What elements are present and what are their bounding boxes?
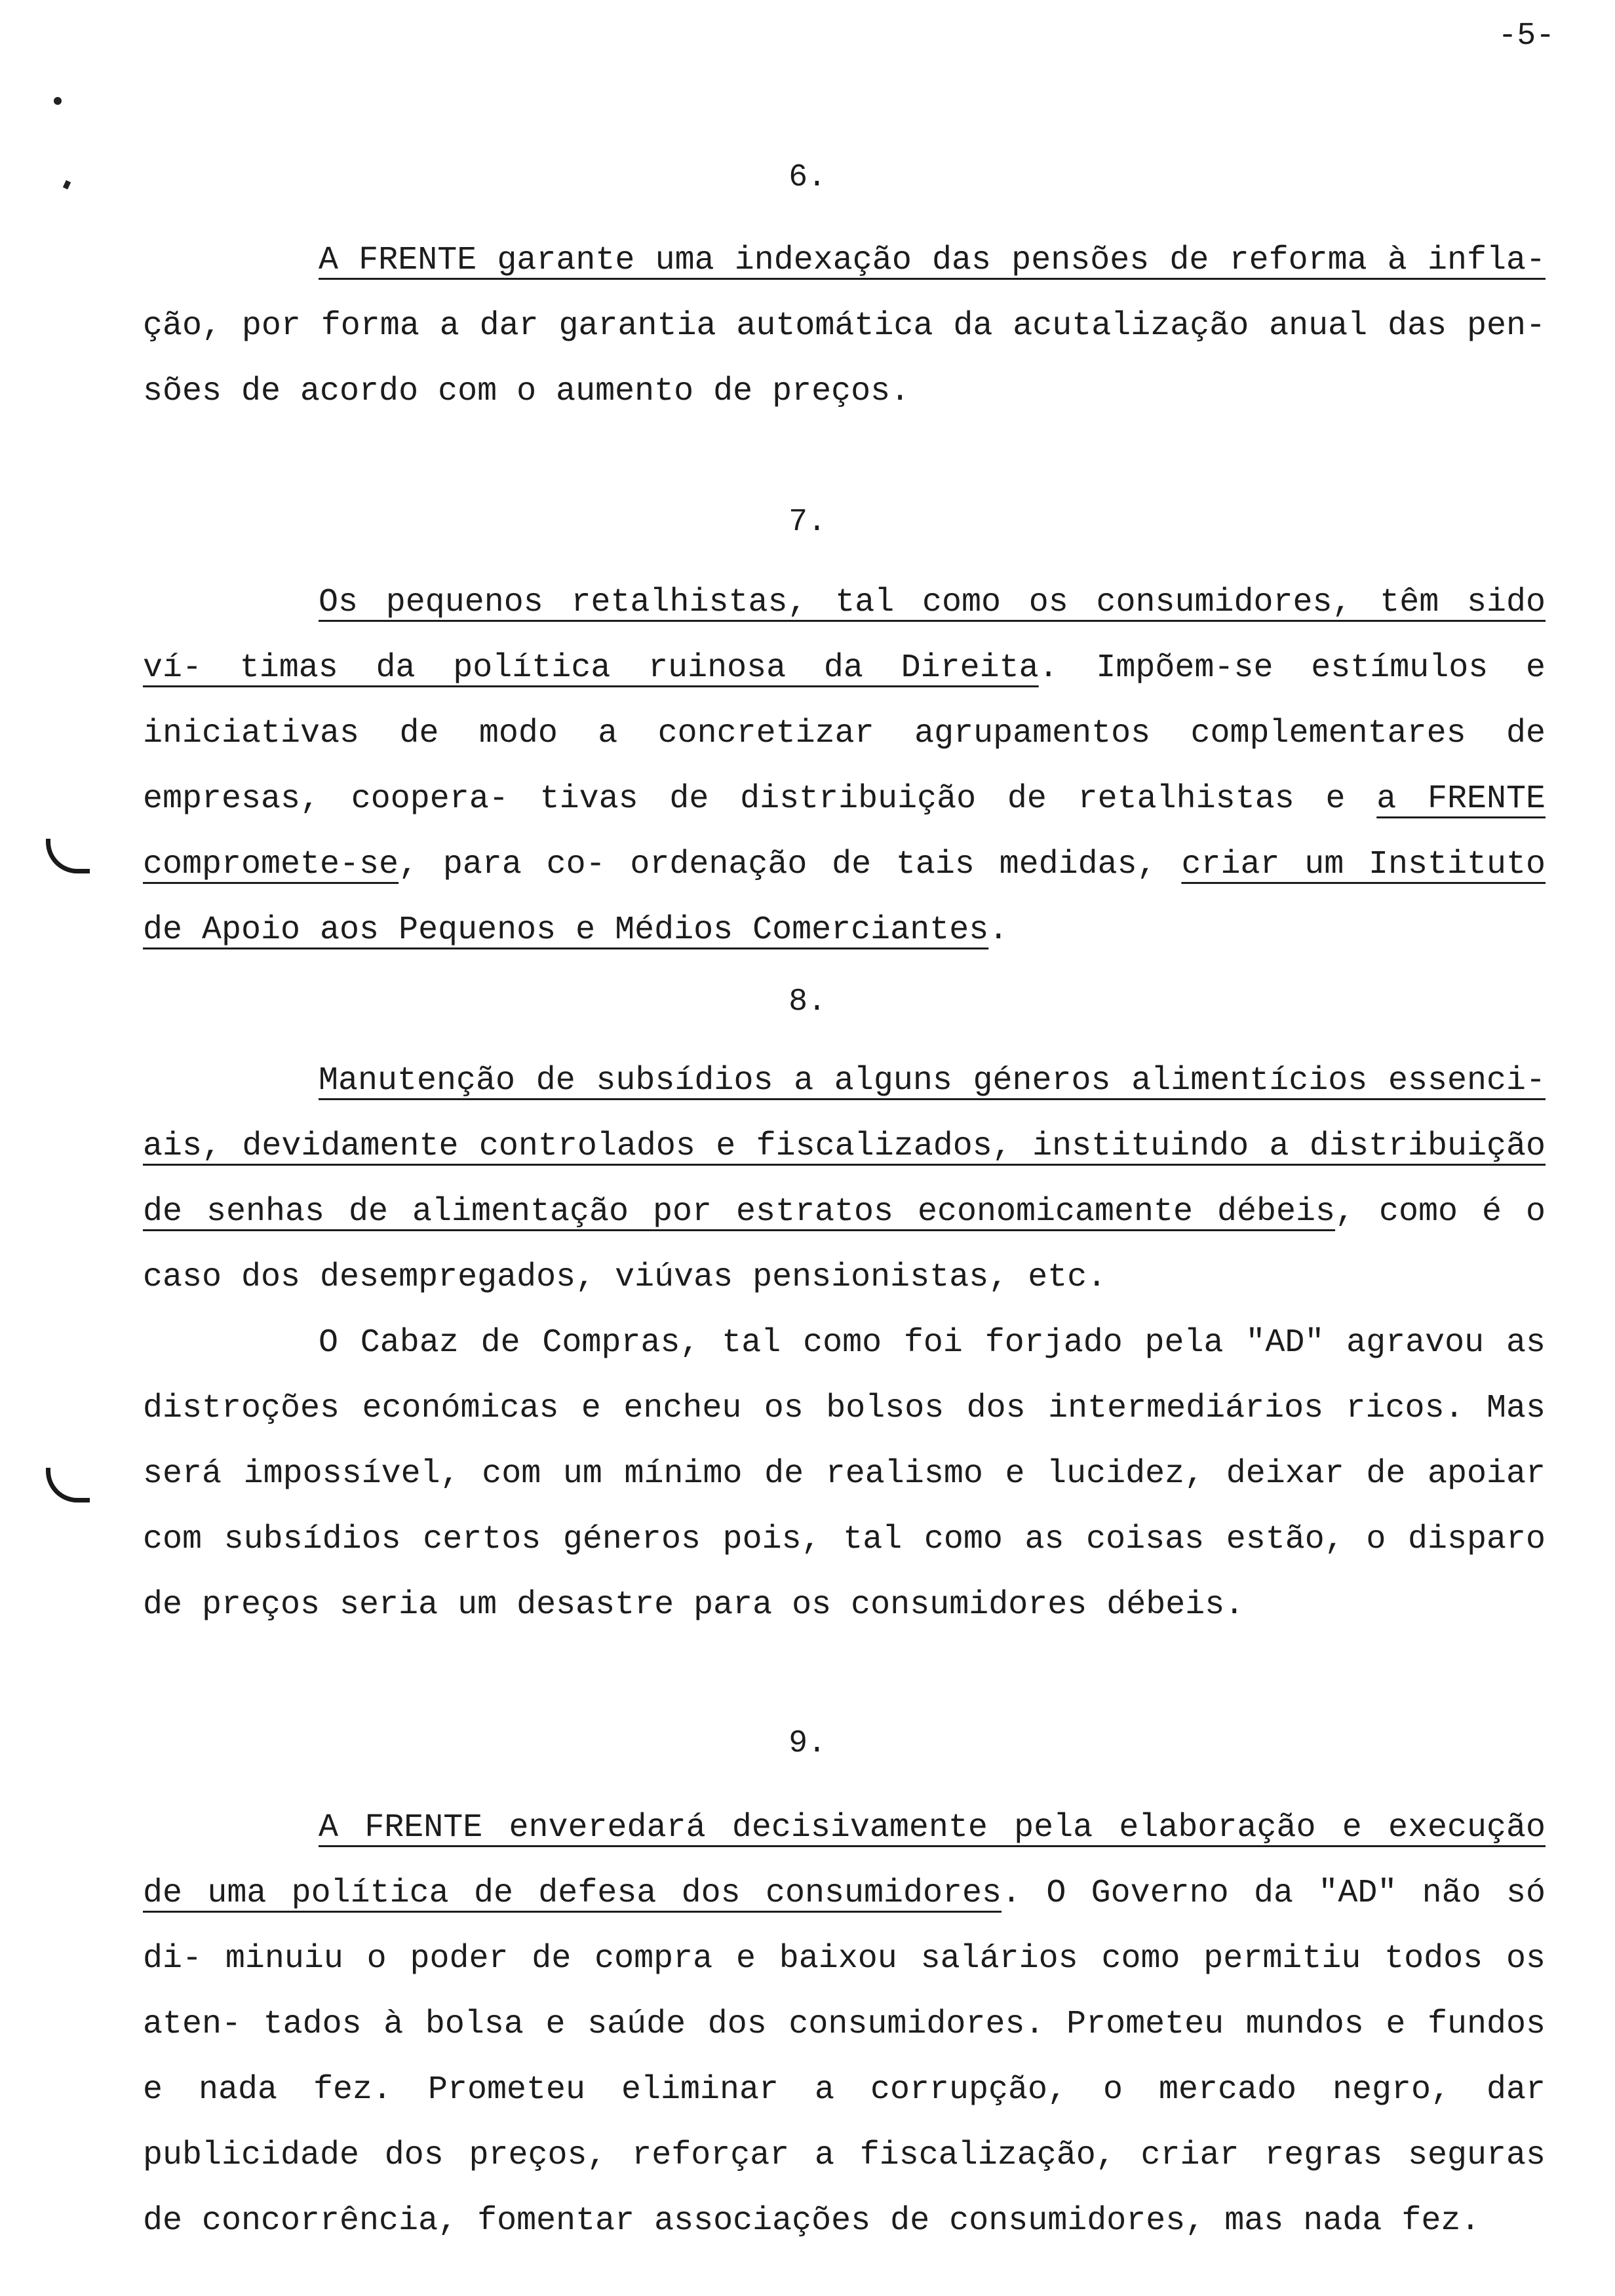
- section-8-paragraph-2: O Cabaz de Compras, tal como foi forjado pela "AD" agravou as distroções económicas e encheu os bolsos dos intermediários ricos. Mas será impossível, com um mínimo de realismo e lucidez, deixar de apoiar com subsídios certos géneros pois, tal como as coisas estão, o disparo de preços seria um desastre para os consumidores débeis.: [143, 1324, 1546, 1624]
- underlined-text: criar um Instituto de Apoio aos Pequenos e Médios Comerciantes: [143, 846, 1546, 949]
- page-number: -5-: [1498, 18, 1555, 54]
- paragraph-text: , para co- ordenação de tais medidas,: [399, 846, 1182, 883]
- underlined-text: A FRENTE enveredará decisivamente pela elaboração e execução de uma política de defesa dos consumidores: [143, 1809, 1546, 1912]
- section-number-8: 8.: [788, 984, 827, 1020]
- paragraph-text: . O Governo da "AD" não só di- minuiu o poder de compra e baixou salários como permitiu todos os aten- tados à bolsa e saúde dos consumidores. Prometeu mundos e fundos e nada fez. Prometeu eliminar a corrupção, o mercado negro, dar publicidade dos preços, reforçar a fiscalização, criar regras seguras de concorrência, fomentar associações de consumidores, mas nada fez.: [143, 1875, 1546, 2240]
- section-number-9: 9.: [788, 1726, 827, 1761]
- section-9-paragraph: [143, 1795, 1546, 2254]
- margin-dot-mark: [54, 97, 62, 105]
- section-8-paragraph-1: [143, 1048, 1546, 1311]
- underlined-text: Manutenção de subsídios a alguns géneros alimentícios essenci- ais, devidamente controlados e fiscalizados, instituindo a distribuição de senhas de alimentação por estratos economicamente débeis: [143, 1062, 1546, 1231]
- underlined-text: Os pequenos retalhistas, tal como os consumidores, têm sido ví- timas da política ruinosa da Direita: [143, 584, 1546, 687]
- underlined-text: a FRENTE compromete-se: [143, 780, 1546, 883]
- paragraph-text: .: [988, 911, 1009, 949]
- paragraph-text: ção, por forma a dar garantia automática da acutalização anual das pen- sões de acordo com o aumento de preços.: [143, 307, 1546, 410]
- section-number-7: 7.: [788, 505, 827, 540]
- margin-curve-mark: [46, 1468, 90, 1502]
- paragraph-text: , como é o caso dos desempregados, viúvas pensionistas, etc.: [143, 1193, 1546, 1296]
- underlined-text: A FRENTE garante uma indexação das pensões de reforma à infla-: [319, 242, 1546, 279]
- paragraph-text: . Impõem-se estímulos e iniciativas de modo a concretizar agrupamentos complementares de empresas, coopera- tivas de distribuição de retalhistas e: [143, 649, 1546, 818]
- section-6-paragraph: [143, 228, 1546, 425]
- section-7-paragraph: [143, 570, 1546, 963]
- margin-curve-mark: [46, 839, 90, 873]
- section-number-6: 6.: [788, 160, 827, 195]
